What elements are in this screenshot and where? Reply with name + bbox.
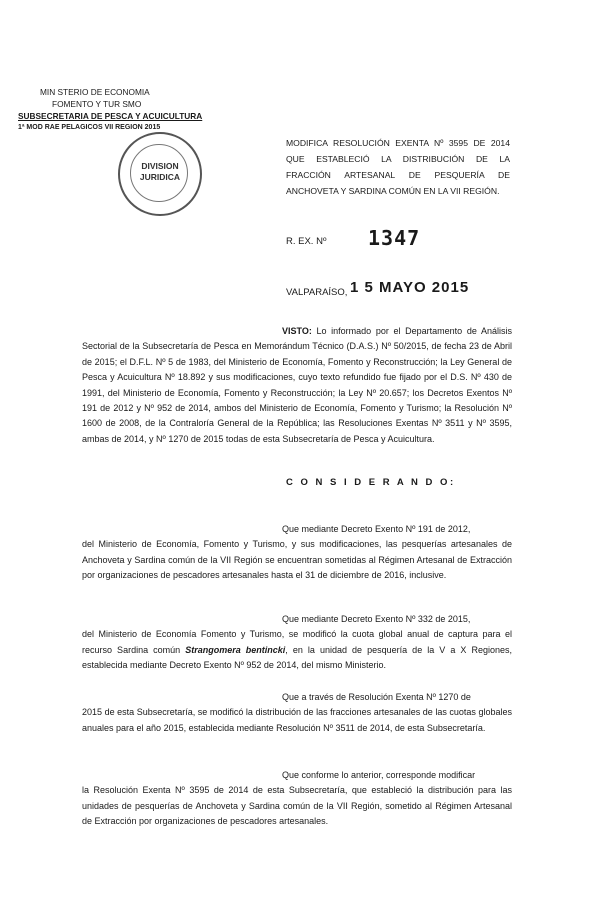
place: VALPARAÍSO, bbox=[286, 287, 348, 298]
subsecretaria-name: SUBSECRETARIA DE PESCA Y ACUICULTURA bbox=[18, 111, 203, 121]
species-name: Strangomera bentincki bbox=[185, 644, 286, 655]
resolution-label: R. EX. Nº bbox=[286, 236, 327, 247]
ministry-header bbox=[18, 86, 218, 134]
paragraph-2-lead: Que mediante Decreto Exento Nº 332 de 2015, bbox=[282, 614, 471, 624]
ministry-name: MIN STERIO DE ECONOMIA bbox=[40, 87, 150, 97]
date-stamp: 1 5 MAYO 2015 bbox=[350, 279, 470, 296]
division-juridica-stamp bbox=[118, 132, 202, 216]
paragraph-1-lead: Que mediante Decreto Exento Nº 191 de 2012, bbox=[282, 524, 471, 534]
paragraph-3-text: 2015 de esta Subsecretaría, se modificó la distribución de las fracciones artesanales de las cuotas globales anuales para el año 2015, establecida mediante Resolución Nº 3511 de 2014, de esta Subsecretaría. bbox=[82, 707, 512, 733]
paragraph-1-text: del Ministerio de Economía, Fomento y Turismo, y sus modificaciones, las pesquerías artesanales de Anchoveta y Sardina común de la VII Región se encuentran sometidas al Régimen Artesanal de Extracción por organizaciones de pescadores artesanales hasta el 31 de diciembre de 2016, inclusive. bbox=[82, 539, 512, 581]
visto-text: Lo informado por el Departamento de Análisis Sectorial de la Subsecretaría de Pesca en Memorándum Técnico (D.A.S.) Nº 50/2015, de fecha 23 de Abril de 2015; el D.F.L. Nº 5 de 1983, del Ministerio de Economía, Fomento y Reconstrucción; la Ley General de Pesca y Acuicultura Nº 18.892 y sus modificaciones, cuyo texto refundido fue fijado por el D.S. Nº 430 de 1991, del Ministerio de Economía, Fomento y Reconstrucción; la Ley Nº 20.657; los Decretos Exentos Nº 191 de 2012 y Nº 952 de 2014, ambos del Ministerio de Economía, Fomento y Turismo; la Resolución Nº 1600 de 2008, de la Contraloría General de la República; las Resoluciones Exentas Nº 3511 y Nº 3595, ambas de 2014, y Nº 1270 de 2015 todas de esta Subsecretaría de Pesca y Acuicultura. bbox=[82, 326, 512, 444]
considerando-paragraph-2 bbox=[82, 612, 512, 674]
ministry-area: FOMENTO Y TUR SMO bbox=[52, 99, 142, 109]
paragraph-4-lead: Que conforme lo anterior, corresponde modificar bbox=[282, 770, 476, 780]
considerando-paragraph-1 bbox=[82, 522, 512, 584]
resolution-number: 1347 bbox=[368, 226, 421, 250]
considerando-heading: C O N S I D E R A N D O: bbox=[286, 477, 456, 488]
paragraph-4-text: la Resolución Exenta Nº 3595 de 2014 de esta Subsecretaría, que estableció la distribución para las unidades de pesquerías de Anchoveta y Sardina común de la VII Región, sometido al Régimen Artesanal de Extracción por organizaciones de pescadores artesanales. bbox=[82, 785, 512, 827]
document-code: 1ª MOD RAE PELAGICOS VII REGION 2015 bbox=[18, 124, 161, 131]
considerando-paragraph-4 bbox=[82, 768, 512, 830]
paragraph-3-lead: Que a través de Resolución Exenta Nº 1270 de bbox=[282, 692, 471, 702]
paragraph-2-text-a: del Ministerio de Economía Fomento y Turismo, se modificó la cuota global anual de captura para el recurso Sardina común bbox=[82, 629, 512, 655]
considerando-paragraph-3 bbox=[82, 690, 512, 736]
resolution-title: MODIFICA RESOLUCIÓN EXENTA Nº 3595 DE 2014 QUE ESTABLECIÓ LA DISTRIBUCIÓN DE LA FRACCIÓN ARTESANAL DE PESQUERÍA DE ANCHOVETA Y SARDINA COMÚN EN LA VII REGIÓN. bbox=[286, 138, 510, 196]
visto-paragraph bbox=[82, 324, 512, 447]
paragraph-2-text bbox=[82, 627, 512, 673]
paragraph-2-text-b: , en la unidad de pesquería de la V a X Regiones, establecida mediante Decreto Exento Nº 952 de 2014, del mismo Ministerio. bbox=[82, 644, 512, 671]
visto-label: VISTO: bbox=[282, 326, 312, 336]
stamp-line-1: DIVISION bbox=[141, 161, 179, 171]
stamp-text bbox=[120, 161, 200, 183]
stamp-line-2: JURIDICA bbox=[139, 172, 181, 182]
